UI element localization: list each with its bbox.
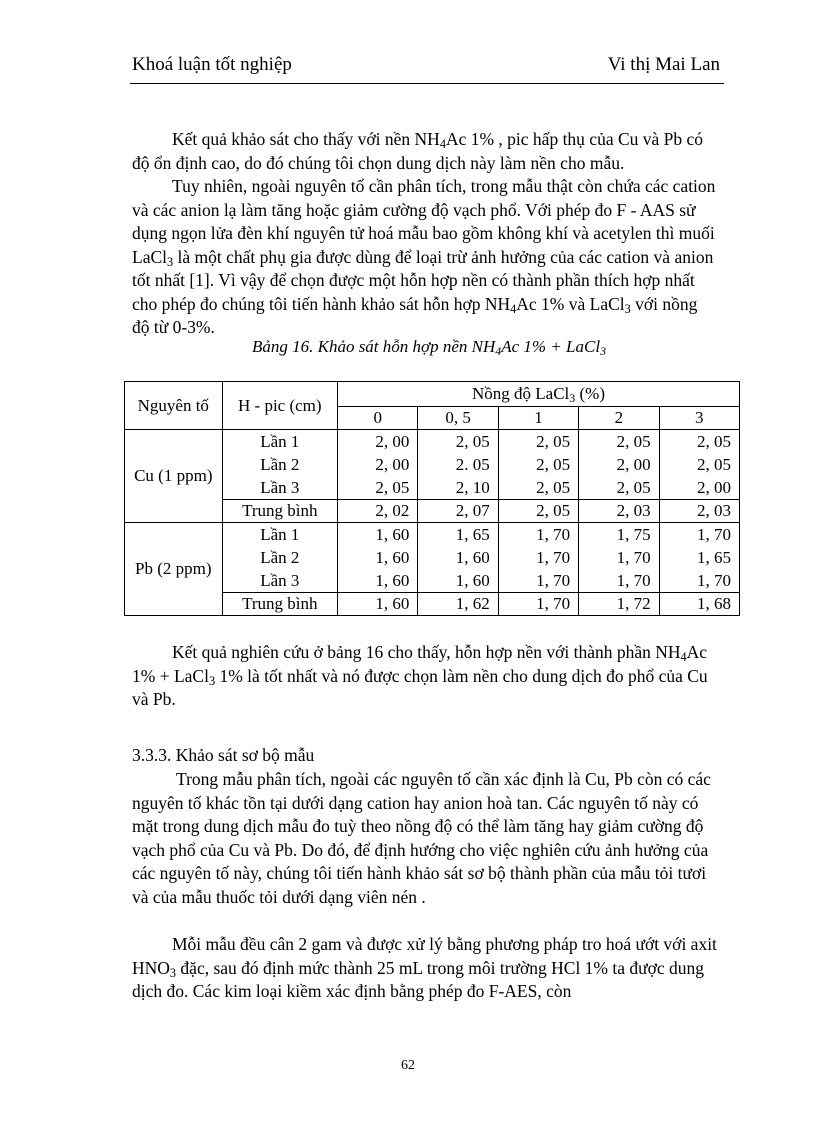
header-author: Vi thị Mai Lan [607,54,720,75]
cu-avg-0: 2, 02 [338,500,418,523]
table-row-cu-runs [125,430,740,500]
conc-1: 1 [498,407,578,430]
table-caption: Bảng 16. Khảo sát hỗn hợp nền $NH_4Ac$ 1% + LaCl$_3$ [251,337,607,358]
pb-vals-3: 1, 70 1, 65 1, 70 [659,523,739,593]
table-row-pb-runs [125,523,740,593]
cu-runs: Lần 1 Lần 2 Lần 3 [222,430,337,500]
element-cu: Cu (1 ppm) [125,430,223,523]
pb-avg-3: 1, 68 [659,593,739,616]
element-pb: Pb (2 ppm) [125,523,223,616]
header-rule [130,83,724,84]
paragraph-result-nh4ac: Kết quả khảo sát cho thấy với nền $NH_4Ac$ 1% , pic hấp thụ của Cu và Pb có độ ổn định cao, do đó chúng tôi chọn dung dịch này làm nền cho mẫu. [132,129,704,173]
pb-vals-2: 1, 75 1, 70 1, 70 [579,523,659,593]
cu-vals-3: 2, 05 2, 05 2, 00 [659,430,739,500]
header-thesis-title: Khoá luận tốt nghiệp [132,54,292,75]
table-header-row [125,382,740,407]
pb-vals-0: 1, 60 1, 60 1, 60 [338,523,418,593]
cu-vals-2: 2, 05 2, 00 2, 05 [579,430,659,500]
pb-avg-0: 1, 60 [338,593,418,616]
cu-avg-3: 2, 03 [659,500,739,523]
pb-vals-0-5: 1, 65 1, 60 1, 60 [418,523,498,593]
cu-avg-label: Trung bình [222,500,337,523]
page-header [130,52,722,82]
pb-avg-2: 1, 72 [579,593,659,616]
cu-vals-0-5: 2, 05 2. 05 2, 10 [418,430,498,500]
conc-3: 3 [659,407,739,430]
pb-vals-1: 1, 70 1, 70 1, 70 [498,523,578,593]
pb-avg-1: 1, 70 [498,593,578,616]
conc-2: 2 [579,407,659,430]
pb-avg-0-5: 1, 62 [418,593,498,616]
cu-vals-0: 2, 00 2, 00 2, 05 [338,430,418,500]
conc-0: 0 [338,407,418,430]
cu-avg-1: 2, 05 [498,500,578,523]
pb-avg-label: Trung bình [222,593,337,616]
paragraph-lacl3-additive: Tuy nhiên, ngoài nguyên tố cần phân tích, trong mẫu thật còn chứa các cation và các anion lạ làm tăng hoặc giảm cường độ vạch phổ. Với phép đo F - AAS sử dụng ngọn lửa đèn khí nguyên tử hoá mẫu bao gồm không khí và acetylen thì muối LaCl$_3$ là một chất phụ gia được dùng để loại trừ ảnh hưởng của các cation và anion tốt nhất [1]. Vì vậy để chọn được một hỗn hợp nền có thành phần thích hợp nhất cho phép đo chúng tôi tiến hành khảo sát hỗn hợp $NH_4Ac$ 1% và LaCl$_3$ với nồng độ từ 0-3%. [132,176,716,337]
header-concentration: Nồng độ LaCl$_3$ (%) [338,382,740,407]
pb-runs: Lần 1 Lần 2 Lần 3 [222,523,337,593]
section-heading: 3.3.3. Khảo sát sơ bộ mẫu [132,745,315,765]
page-number: 62 [401,1058,415,1073]
header-h-pic: H - pic (cm) [222,382,337,430]
cu-avg-0-5: 2, 07 [418,500,498,523]
paragraph-sample-survey: Trong mẫu phân tích, ngoài các nguyên tố cần xác định là Cu, Pb còn có các nguyên tố khác tồn tại dưới dạng cation hay anion hoà tan. Các nguyên tố này có mặt trong dung dịch mẫu đo tuỳ theo nồng độ có thể làm tăng hay giảm cường độ vạch phổ của Cu và Pb. Do đó, để định hướng cho việc nghiên cứu ảnh hưởng của các nguyên tố này, chúng tôi tiến hành khảo sát sơ bộ thành phần của mẫu tỏi tươi và của mẫu thuốc tỏi dưới dạng viên nén . [132,769,711,907]
cu-avg-2: 2, 03 [579,500,659,523]
conc-0-5: 0, 5 [418,407,498,430]
paragraph-sample-prep: Mỗi mẫu đều cân 2 gam và được xử lý bằng phương pháp tro hoá ướt với axit $HNO_3$ đặc, sau đó định mức thành 25 mL trong môi trường HCl 1% ta được dung dịch đo. Các kim loại kiềm xác định bằng phép đo F-AES, còn [132,934,717,1001]
data-table [124,381,740,616]
cu-vals-1: 2, 05 2, 05 2, 05 [498,430,578,500]
header-element: Nguyên tố [125,382,223,430]
paragraph-table-conclusion: Kết quả nghiên cứu ở bảng 16 cho thấy, hỗn hợp nền với thành phần $NH_4Ac$ 1% + LaCl$_3$ 1% là tốt nhất và nó được chọn làm nền cho dung dịch đo phổ của Cu và Pb. [132,642,708,709]
